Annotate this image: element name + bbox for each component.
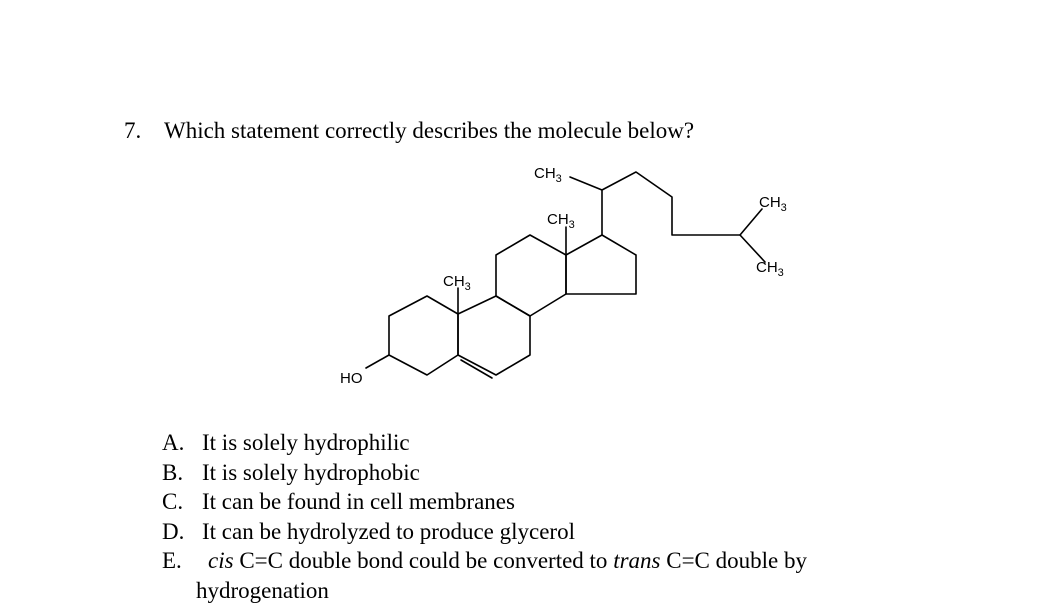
answer-letter: A.	[162, 430, 185, 455]
ring-b	[458, 296, 530, 375]
answer-choice[interactable]	[162, 487, 912, 517]
methyl-label-iso-top: $CH_3$	[759, 194, 787, 214]
answer-term-cis: cis	[208, 548, 234, 573]
answer-text: It can be hydrolyzed to produce glycerol	[202, 518, 575, 544]
answer-letter: B.	[162, 459, 184, 485]
answer-choices	[162, 428, 912, 605]
ring-d	[566, 235, 636, 294]
double-bond	[461, 360, 492, 378]
answer-choice[interactable]	[162, 428, 912, 458]
answer-term-trans: trans	[613, 548, 661, 573]
ring-a	[389, 296, 458, 375]
answer-text: It is solely hydrophobic	[202, 459, 420, 485]
ho-label: HO	[340, 370, 363, 387]
methyl-label-cd: $CH_3$	[547, 211, 575, 231]
answer-choice[interactable]	[162, 517, 912, 547]
answer-letter: C.	[162, 489, 184, 514]
answer-text-continuation: hydrogenation	[196, 577, 329, 603]
answer-letter: E.	[162, 548, 182, 573]
methyl-label-ab: $CH_3$	[443, 273, 471, 293]
question-number: 7.	[124, 118, 142, 143]
answer-text: It is solely hydrophilic	[202, 430, 410, 455]
methyl-label-side: $CH_3$	[534, 165, 562, 185]
methyl-label-iso-bottom: $CH_3$	[756, 259, 784, 279]
side-chain-methyl	[570, 177, 602, 190]
answer-letter: D.	[162, 518, 185, 544]
answer-text: cis C=C double bond could be converted to trans C=C double by hydrogenation	[202, 548, 912, 605]
isopropyl-bond	[740, 209, 762, 235]
answer-text: It can be found in cell membranes	[202, 489, 515, 514]
ring-c	[496, 235, 566, 316]
answer-choice[interactable]	[162, 546, 912, 605]
answer-choice[interactable]	[162, 458, 912, 488]
ho-bond	[366, 355, 389, 368]
question-text: Which statement correctly describes the molecule below?	[164, 118, 695, 143]
